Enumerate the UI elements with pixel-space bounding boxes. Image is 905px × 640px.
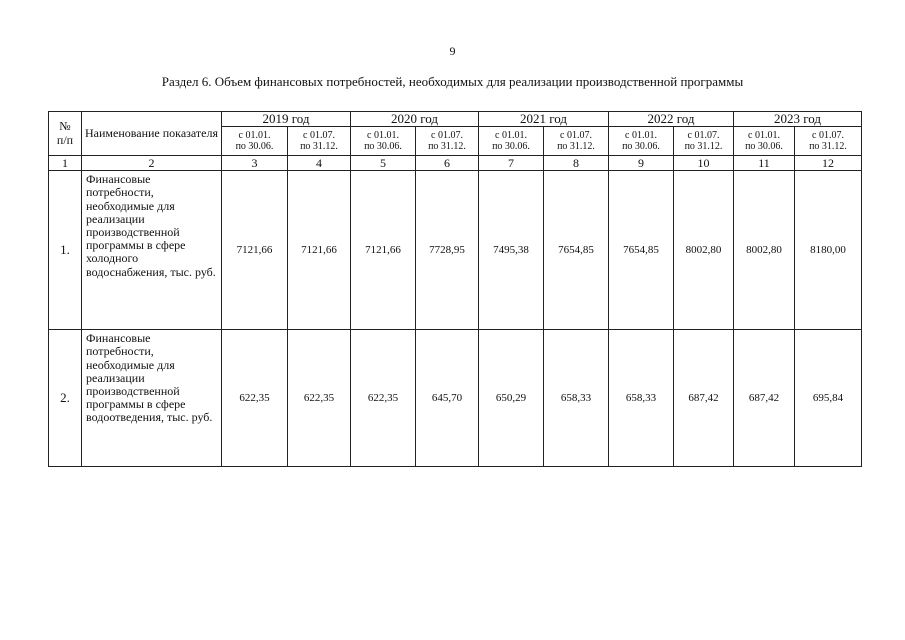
- header-year: 2019 год: [222, 112, 351, 127]
- column-number: 5: [351, 156, 416, 171]
- column-number: 1: [49, 156, 82, 171]
- row-value: 7654,85: [544, 171, 609, 330]
- row-value: 622,35: [288, 330, 351, 467]
- row-value: 645,70: [416, 330, 479, 467]
- row-index: 1.: [49, 171, 82, 330]
- header-period-first: с 01.01. по 30.06.: [609, 127, 674, 156]
- header-period-first: с 01.01. по 30.06.: [222, 127, 288, 156]
- row-value: 622,35: [222, 330, 288, 467]
- row-value: 7654,85: [609, 171, 674, 330]
- row-value: 8002,80: [734, 171, 795, 330]
- column-number: 11: [734, 156, 795, 171]
- row-name: Финансовые потребности, необходимые для реализации производственной программы в сфере холодного водоснабжения, тыс. руб.: [82, 171, 222, 330]
- row-value: 7121,66: [222, 171, 288, 330]
- column-number: 3: [222, 156, 288, 171]
- column-number: 9: [609, 156, 674, 171]
- row-value: 658,33: [544, 330, 609, 467]
- table-row: [49, 330, 862, 467]
- header-period-first: с 01.01. по 30.06.: [351, 127, 416, 156]
- column-number: 7: [479, 156, 544, 171]
- header-period-second: с 01.07. по 31.12.: [674, 127, 734, 156]
- row-value: 650,29: [479, 330, 544, 467]
- row-value: 622,35: [351, 330, 416, 467]
- row-value: 8002,80: [674, 171, 734, 330]
- row-value: 687,42: [734, 330, 795, 467]
- column-number: 6: [416, 156, 479, 171]
- header-period-second: с 01.07. по 31.12.: [416, 127, 479, 156]
- header-period-second: с 01.07. по 31.12.: [795, 127, 862, 156]
- row-value: 7121,66: [351, 171, 416, 330]
- section-title: Раздел 6. Объем финансовых потребностей, необходимых для реализации производственной программы: [161, 74, 744, 89]
- column-number-row: [49, 156, 862, 171]
- header-year: 2021 год: [479, 112, 609, 127]
- header-year: 2022 год: [609, 112, 734, 127]
- header-period-first: с 01.01. по 30.06.: [479, 127, 544, 156]
- header-period-second: с 01.07. по 31.12.: [544, 127, 609, 156]
- row-value: 695,84: [795, 330, 862, 467]
- column-number: 4: [288, 156, 351, 171]
- header-name: Наименование показателя: [82, 112, 222, 156]
- header-num: № п/п: [49, 112, 82, 156]
- row-value: 7121,66: [288, 171, 351, 330]
- table-row: [49, 171, 862, 330]
- row-value: 7495,38: [479, 171, 544, 330]
- row-value: 687,42: [674, 330, 734, 467]
- row-value: 658,33: [609, 330, 674, 467]
- header-row-years: [49, 112, 862, 127]
- column-number: 12: [795, 156, 862, 171]
- row-value: 8180,00: [795, 171, 862, 330]
- page-number: 9: [449, 44, 456, 58]
- column-number: 2: [82, 156, 222, 171]
- header-year: 2023 год: [734, 112, 862, 127]
- header-year: 2020 год: [351, 112, 479, 127]
- financial-needs-table: [48, 111, 862, 467]
- row-value: 7728,95: [416, 171, 479, 330]
- column-number: 8: [544, 156, 609, 171]
- header-period-first: с 01.01. по 30.06.: [734, 127, 795, 156]
- row-name: Финансовые потребности, необходимые для реализации производственной программы в сфере водоотведения, тыс. руб.: [82, 330, 222, 467]
- column-number: 10: [674, 156, 734, 171]
- header-period-second: с 01.07. по 31.12.: [288, 127, 351, 156]
- row-index: 2.: [49, 330, 82, 467]
